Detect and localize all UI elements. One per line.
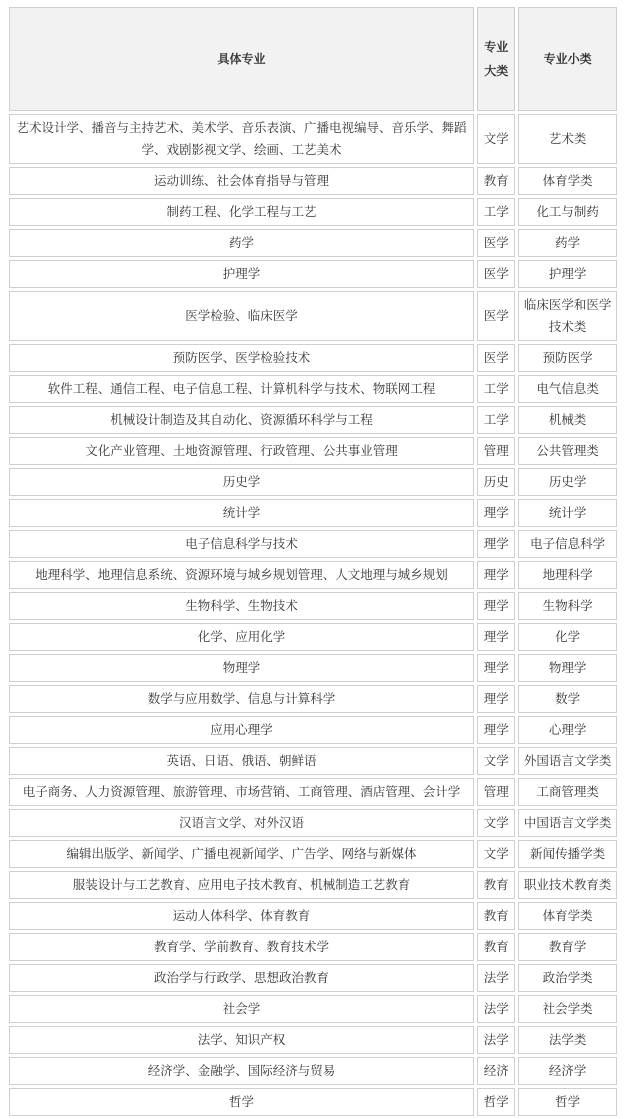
cell-major: 生物科学、生物技术 bbox=[9, 592, 474, 620]
cell-major: 应用心理学 bbox=[9, 716, 474, 744]
cell-subcategory: 物理学 bbox=[518, 654, 617, 682]
table-row bbox=[9, 1026, 617, 1054]
table-row bbox=[9, 114, 617, 164]
cell-subcategory: 外国语言文学类 bbox=[518, 747, 617, 775]
table-row bbox=[9, 778, 617, 806]
cell-subcategory: 统计学 bbox=[518, 499, 617, 527]
table-row bbox=[9, 871, 617, 899]
cell-major: 哲学 bbox=[9, 1088, 474, 1116]
cell-category: 教育 bbox=[477, 902, 515, 930]
table-row bbox=[9, 809, 617, 837]
cell-major: 经济学、金融学、国际经济与贸易 bbox=[9, 1057, 474, 1085]
cell-subcategory: 生物科学 bbox=[518, 592, 617, 620]
table-row bbox=[9, 561, 617, 589]
cell-subcategory: 经济学 bbox=[518, 1057, 617, 1085]
cell-major: 政治学与行政学、思想政治教育 bbox=[9, 964, 474, 992]
cell-subcategory: 新闻传播学类 bbox=[518, 840, 617, 868]
cell-category: 理学 bbox=[477, 716, 515, 744]
table-body bbox=[9, 114, 617, 1116]
cell-major: 电子信息科学与技术 bbox=[9, 530, 474, 558]
cell-subcategory: 化学 bbox=[518, 623, 617, 651]
cell-major: 运动训练、社会体育指导与管理 bbox=[9, 167, 474, 195]
cell-category: 教育 bbox=[477, 933, 515, 961]
table-row bbox=[9, 468, 617, 496]
table-row bbox=[9, 291, 617, 341]
cell-category: 工学 bbox=[477, 375, 515, 403]
cell-major: 护理学 bbox=[9, 260, 474, 288]
cell-major: 法学、知识产权 bbox=[9, 1026, 474, 1054]
header-category: 专业大类 bbox=[477, 7, 515, 111]
cell-major: 编辑出版学、新闻学、广播电视新闻学、广告学、网络与新媒体 bbox=[9, 840, 474, 868]
cell-major: 物理学 bbox=[9, 654, 474, 682]
cell-major: 机械设计制造及其自动化、资源循环科学与工程 bbox=[9, 406, 474, 434]
cell-major: 服装设计与工艺教育、应用电子技术教育、机械制造工艺教育 bbox=[9, 871, 474, 899]
cell-category: 教育 bbox=[477, 167, 515, 195]
cell-category: 管理 bbox=[477, 778, 515, 806]
cell-subcategory: 哲学 bbox=[518, 1088, 617, 1116]
table-row bbox=[9, 592, 617, 620]
cell-major: 统计学 bbox=[9, 499, 474, 527]
cell-category: 法学 bbox=[477, 1026, 515, 1054]
table-row bbox=[9, 685, 617, 713]
cell-category: 哲学 bbox=[477, 1088, 515, 1116]
cell-category: 理学 bbox=[477, 530, 515, 558]
table-row bbox=[9, 198, 617, 226]
table-row bbox=[9, 840, 617, 868]
major-table-container bbox=[6, 4, 620, 1119]
cell-category: 历史 bbox=[477, 468, 515, 496]
cell-category: 理学 bbox=[477, 623, 515, 651]
table-row bbox=[9, 229, 617, 257]
cell-subcategory: 历史学 bbox=[518, 468, 617, 496]
cell-major: 预防医学、医学检验技术 bbox=[9, 344, 474, 372]
cell-category: 管理 bbox=[477, 437, 515, 465]
major-category-table bbox=[6, 4, 620, 1119]
cell-subcategory: 电气信息类 bbox=[518, 375, 617, 403]
cell-subcategory: 临床医学和医学技术类 bbox=[518, 291, 617, 341]
cell-subcategory: 地理科学 bbox=[518, 561, 617, 589]
cell-subcategory: 教育学 bbox=[518, 933, 617, 961]
cell-category: 文学 bbox=[477, 747, 515, 775]
cell-category: 工学 bbox=[477, 198, 515, 226]
cell-subcategory: 预防医学 bbox=[518, 344, 617, 372]
header-subcategory: 专业小类 bbox=[518, 7, 617, 111]
cell-category: 医学 bbox=[477, 260, 515, 288]
cell-subcategory: 护理学 bbox=[518, 260, 617, 288]
table-row bbox=[9, 747, 617, 775]
cell-category: 理学 bbox=[477, 561, 515, 589]
cell-major: 艺术设计学、播音与主持艺术、美术学、音乐表演、广播电视编导、音乐学、舞蹈学、戏剧影视文学、绘画、工艺美术 bbox=[9, 114, 474, 164]
cell-category: 理学 bbox=[477, 685, 515, 713]
cell-major: 软件工程、通信工程、电子信息工程、计算机科学与技术、物联网工程 bbox=[9, 375, 474, 403]
cell-category: 文学 bbox=[477, 809, 515, 837]
cell-category: 法学 bbox=[477, 964, 515, 992]
cell-major: 化学、应用化学 bbox=[9, 623, 474, 651]
cell-category: 医学 bbox=[477, 291, 515, 341]
cell-subcategory: 体育学类 bbox=[518, 167, 617, 195]
cell-category: 教育 bbox=[477, 871, 515, 899]
cell-category: 理学 bbox=[477, 499, 515, 527]
cell-category: 医学 bbox=[477, 229, 515, 257]
cell-major: 医学检验、临床医学 bbox=[9, 291, 474, 341]
cell-category: 文学 bbox=[477, 114, 515, 164]
cell-category: 理学 bbox=[477, 592, 515, 620]
table-row bbox=[9, 933, 617, 961]
table-row bbox=[9, 902, 617, 930]
cell-category: 经济 bbox=[477, 1057, 515, 1085]
table-row bbox=[9, 964, 617, 992]
cell-major: 教育学、学前教育、教育技术学 bbox=[9, 933, 474, 961]
header-major: 具体专业 bbox=[9, 7, 474, 111]
table-row bbox=[9, 344, 617, 372]
cell-category: 法学 bbox=[477, 995, 515, 1023]
cell-subcategory: 电子信息科学 bbox=[518, 530, 617, 558]
table-row bbox=[9, 499, 617, 527]
cell-category: 理学 bbox=[477, 654, 515, 682]
cell-subcategory: 公共管理类 bbox=[518, 437, 617, 465]
table-row bbox=[9, 995, 617, 1023]
cell-major: 药学 bbox=[9, 229, 474, 257]
table-row bbox=[9, 167, 617, 195]
cell-major: 英语、日语、俄语、朝鲜语 bbox=[9, 747, 474, 775]
table-row bbox=[9, 375, 617, 403]
table-header-row bbox=[9, 7, 617, 111]
cell-major: 制药工程、化学工程与工艺 bbox=[9, 198, 474, 226]
cell-subcategory: 机械类 bbox=[518, 406, 617, 434]
cell-subcategory: 心理学 bbox=[518, 716, 617, 744]
cell-major: 地理科学、地理信息系统、资源环境与城乡规划管理、人文地理与城乡规划 bbox=[9, 561, 474, 589]
cell-subcategory: 社会学类 bbox=[518, 995, 617, 1023]
table-row bbox=[9, 530, 617, 558]
cell-major: 社会学 bbox=[9, 995, 474, 1023]
table-row bbox=[9, 437, 617, 465]
cell-major: 历史学 bbox=[9, 468, 474, 496]
table-row bbox=[9, 260, 617, 288]
cell-category: 文学 bbox=[477, 840, 515, 868]
cell-major: 文化产业管理、土地资源管理、行政管理、公共事业管理 bbox=[9, 437, 474, 465]
cell-major: 运动人体科学、体育教育 bbox=[9, 902, 474, 930]
table-row bbox=[9, 406, 617, 434]
cell-category: 工学 bbox=[477, 406, 515, 434]
cell-subcategory: 职业技术教育类 bbox=[518, 871, 617, 899]
cell-subcategory: 艺术类 bbox=[518, 114, 617, 164]
table-row bbox=[9, 623, 617, 651]
cell-subcategory: 数学 bbox=[518, 685, 617, 713]
cell-subcategory: 体育学类 bbox=[518, 902, 617, 930]
cell-subcategory: 化工与制药 bbox=[518, 198, 617, 226]
cell-major: 数学与应用数学、信息与计算科学 bbox=[9, 685, 474, 713]
table-row bbox=[9, 716, 617, 744]
cell-subcategory: 药学 bbox=[518, 229, 617, 257]
table-row bbox=[9, 1088, 617, 1116]
table-row bbox=[9, 1057, 617, 1085]
cell-subcategory: 法学类 bbox=[518, 1026, 617, 1054]
cell-subcategory: 政治学类 bbox=[518, 964, 617, 992]
cell-subcategory: 中国语言文学类 bbox=[518, 809, 617, 837]
table-row bbox=[9, 654, 617, 682]
cell-subcategory: 工商管理类 bbox=[518, 778, 617, 806]
cell-major: 汉语言文学、对外汉语 bbox=[9, 809, 474, 837]
cell-major: 电子商务、人力资源管理、旅游管理、市场营销、工商管理、酒店管理、会计学 bbox=[9, 778, 474, 806]
cell-category: 医学 bbox=[477, 344, 515, 372]
